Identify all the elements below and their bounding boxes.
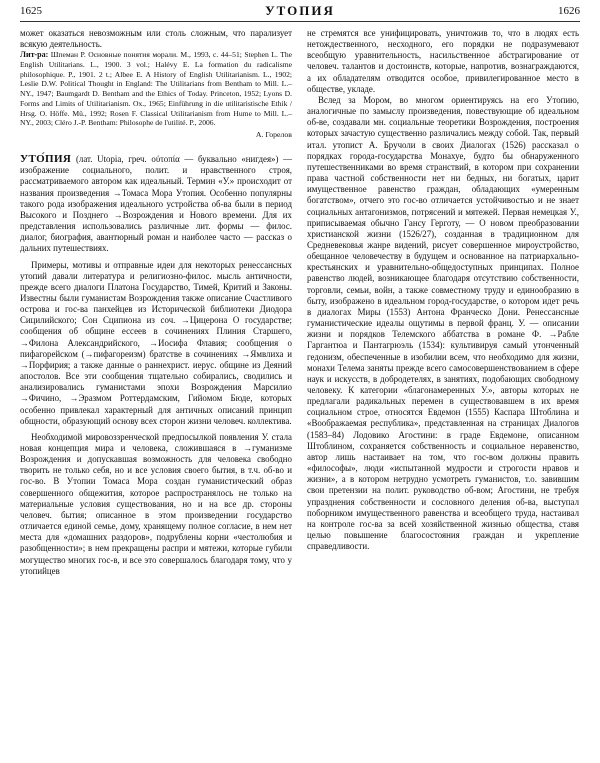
intro-text: (лат. Utopia, греч. οὐτοπία — буквально «нигдея») — изображение социального, полит. и нравственного строя, рассматриваемого автором как идеальный. Термин «У.» происходит от названия произведения →Томаса Мора Утопия. Особенно популярны такого рода изображения идеального устройства об-ва были в период Высокого и Позднего →Возрождения и Нового времени. Для их представления использовались различные лит. формы — филос. диалог, биография, авантюрный роман и наиболее часто — рассказ о дальних путешествиях. (20, 154, 292, 254)
right-column (307, 28, 579, 552)
page-number-left: 1625 (20, 5, 42, 17)
article-intro (20, 154, 292, 254)
article-author: А. Горелов (255, 129, 292, 139)
paragraph-premise: Необходимой мировоззренческой предпосылкой появления У. стала новая концепция мира и человека, сложившаяся в →гуманизме Возрождения и допускавшая возможность для человека свободно творить не только себя, но и все условия своего бытия, в т.ч. об-во и гос-во. В Утопии Томаса Мора создан гуманистический образ совершенного общежития, которое распространялось не только на материальные условия существования, но и на все др. стороны человеч. бытия; описанное в этом произведении государство отличается единой семье, дому, хранящему полное согласие, в нем нет места для «домашних раздоров», подрублены корни «честолюбия и разобщенности»; в нем прекращены распри и мятежи, которые губили могущество многих гос-в, и все это совершалось благодаря тому, что у утопийцев (20, 431, 292, 576)
left-column (20, 28, 292, 577)
running-title: УТОПИЯ (265, 3, 335, 18)
paragraph-continued: не стремятся все унифицировать, уничтожив то, что в людях есть нетождественного, несходного, его порядки не подразумевают всеобщую уравнительность, насильственное абстрагирование от человеч. талантов и достоинств, которые, напротив, вознаграждаются, а их обладателям отводится особое, привилегированное место в обществе, укладе. (307, 28, 579, 94)
header-rule (20, 21, 580, 22)
paragraph-renaissance-utopias: Вслед за Мором, во многом ориентируясь на его Утопию, аналогичные по замыслу произведения, повествующие об идеальном об-ве, создавали мн. социальные теоретики Возрождения, построения которых зачастую существенно различались между собой. Так, первый итал. утопист А. Бручоли в своих Диалогах (1526) рассказал о порядках города-государства Монахуе, будто бы обнаруженного путешественниками во время странствий, в котором при сохранении права частной собственности нет ни бедных, ни богатых, царит имущественное равенство граждан, обладающих «умеренным богатством», отчего это гос-во отличается устойчивостью и не знает социальных антагонизмов, потрясений и мятежей. Первая немецкая У., приписываемая обычно Гансу Герготу, — О новом преобразовании христианской жизни (1526/27), созданная в традиционном для Средневековья жанре видений, рисует совершенное мироустройство, обещанное человечеству в будущем и основанное на патриархально-крестьянских и уравнительно-общедоступных принципах. Полное равенство людей, возникающее благодаря отсутствию собственности, торговли, семьи, войн, а также совместному труду и единообразию в быту, изображено в идеальном город-государстве, о котором идет речь в диалогах Миры (1553) Антона Франческо Дони. Ренессансные гуманистические идеалы ощутимы в первой франц. У. — описании жизни и порядков Телемского аббатства в романе Ф. →Рабле Гаргантюа и Пантагрюэль (1534): культивируя самый утонченный гедонизм, обеспеченные в изобилии всем, что необходимо для жизни, монахи Телема заняты прежде всего самосовершенствованием в сфере наук и искусств, в добродетелях, в занятиях, подобающих свободному человеку. К категории «благонамеренных У.», авторы которых не предлагали радикальных перемен в существовавшем в их время социальном строе, относятся Евдемон (1555) Каспара Штоблина и «Воображаемая республика», представленная на страницах Диалогов (1583–84) Лодовико Агостини: в граде Евдемоне, описанном Штоблином, сохраняется собственность и социальное неравенство, автор лишь настаивает на том, что гос-вом должны править «философы», люди «испытанной мудрости и строгости нравов и жизни», а в котором нетрудно усмотреть гуманистов, т.о. завившим свои претензии на полит. руководство об-вом; Агостини, не требуя упразднения собственности и сословного деления об-ва, выступал поборником имущественного равенства и всеобщего труда, настаивал на контроле гос-ва за всей хозяйственной жизнью общества, ставя целью повышение благосостояния граждан и укрепление справедливости. (307, 94, 579, 552)
literature-text: Шпеман Р. Основные понятия морали. М., 1993, с. 44–51; Stephen L. The English Utilitarians. L., 1900. 3 vol.; Halévy E. La formation du radicalisme philosophique. P., 1901. 2 t.; Albee E. A History of English Utilitarianism. L., 1902; Leslie D.W. Political Thought in England: The Utilitarians from Bentham to Mill. L.–NY., 1947; Baumgardt D. Bentham and the Ethics of Today. Princeton, 1952; Lyons D. Forms and Limits of Utilitarianism. Ox., 1965; Einführung in die utilitaristische Ethik / Hrsg. O. Höffe. Mü., 1992; Rosen F. Classical Utilitarianism from Hume to Mill. L.–NY., 2003; Cléro J.-P. Bentham: Philosophe de l'utilité. P., 2006. (20, 50, 292, 128)
page-header (0, 0, 600, 22)
literature-label: Лит-ра: (20, 50, 49, 60)
literature-list (20, 50, 292, 128)
paragraph-antiquity: Примеры, мотивы и отправные идеи для некоторых ренессансных утопий давали литература и религиозно-филос. мысль античности, прежде всего диалоги Платона Государство, Тимей, Критий и Законы. Известны были гуманистам Возрождения также описание Счастливого острова и гос-ва панхейцев из Исторической библиотеки Диодора Сицилийского; Сон Сципиона из соч. →Цицерона О государстве; сообщения об общине ессеев в сочинениях Плиния Старшего, →Филона Александрийского, →Иосифа Флавия; сообщения о пифагорейском (→пифагореизм) братстве в сочинениях →Ямвлиха и →Порфирия; а также данные о раннехрист. иерус. общине из Деяний апостолов. Все эти сообщения тщательно собирались, сводились и анализировались гуманистами эпохи Возрождения Марсилио →Фичино, →Эразмом Роттердамским, Гийомом Бюде, которых особенно привлекал характерный для античных описаний принцип общности, образующий основу всех сторон жизни человеч. коллектива. (20, 259, 292, 426)
previous-article-end: может оказаться невозможным или столь сложным, что парализует всякую деятельность. (20, 28, 292, 50)
article-headword: УТО́ПИЯ (20, 153, 72, 166)
page-number-right: 1626 (558, 5, 580, 17)
